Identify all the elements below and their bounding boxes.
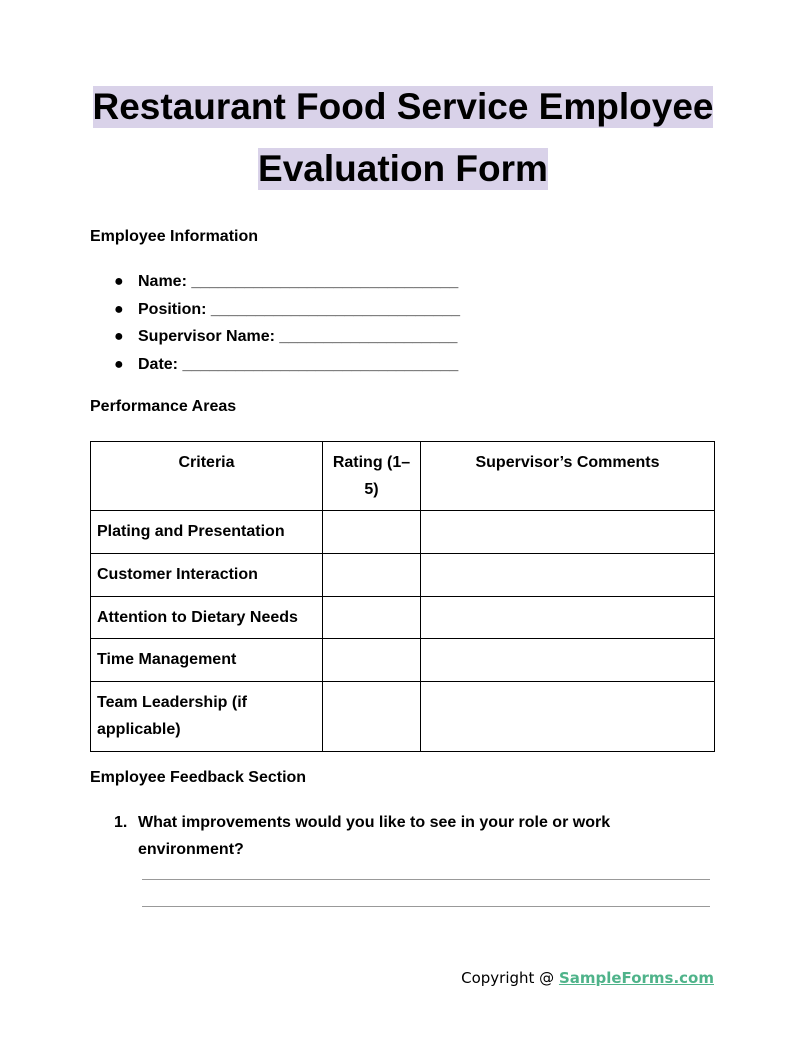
table-row: [91, 511, 715, 554]
field-name[interactable]: Name: ______________________________: [138, 273, 459, 290]
performance-heading: Performance Areas: [90, 398, 237, 415]
rating-cell[interactable]: [323, 554, 421, 597]
field-position[interactable]: Position: ____________________________: [138, 300, 461, 318]
column-header-comments: Supervisor’s Comments: [421, 442, 715, 511]
question-text: What improvements would you like to see in your role or work environment?: [138, 814, 611, 858]
criteria-cell: Attention to Dietary Needs: [91, 597, 323, 639]
column-header-rating: Rating (1–5): [323, 442, 421, 511]
rating-cell[interactable]: [323, 597, 421, 639]
copyright-text: Copyright @: [461, 969, 559, 987]
rating-cell[interactable]: [323, 511, 421, 554]
comments-cell[interactable]: [421, 682, 715, 752]
rating-cell[interactable]: [323, 682, 421, 752]
title-line-1: Restaurant Food Service Employee: [92, 86, 714, 127]
criteria-cell: Team Leadership (if applicable): [91, 682, 323, 752]
comments-cell[interactable]: [421, 554, 715, 597]
comments-cell[interactable]: [421, 511, 715, 554]
table-row: [91, 639, 715, 682]
table-row: [91, 597, 715, 639]
criteria-cell: Time Management: [91, 639, 323, 682]
answer-line[interactable]: [142, 879, 710, 880]
rating-cell[interactable]: [323, 639, 421, 682]
form-title: [0, 86, 806, 210]
table-header-row: [91, 442, 715, 511]
list-item: [90, 270, 460, 298]
employee-info-list: [90, 270, 460, 381]
list-item: [90, 298, 460, 326]
bullet-icon: ●: [114, 300, 124, 318]
bullet-icon: ●: [114, 273, 124, 290]
criteria-cell: Customer Interaction: [91, 554, 323, 597]
answer-line[interactable]: [142, 906, 710, 907]
table-row: [91, 554, 715, 597]
field-supervisor[interactable]: Supervisor Name: ____________________: [138, 328, 458, 346]
question-number: 1.: [114, 814, 128, 831]
feedback-heading: Employee Feedback Section: [90, 769, 307, 786]
performance-table: [90, 441, 715, 752]
copyright-footer: [461, 969, 714, 987]
criteria-cell: Plating and Presentation: [91, 511, 323, 554]
bullet-icon: ●: [114, 328, 124, 346]
comments-cell[interactable]: [421, 597, 715, 639]
list-item: [90, 325, 460, 353]
comments-cell[interactable]: [421, 639, 715, 682]
sampleforms-link[interactable]: SampleForms.com: [558, 969, 714, 987]
bullet-icon: ●: [114, 356, 124, 374]
title-line-2: Evaluation Form: [258, 148, 548, 189]
list-item: [90, 353, 460, 381]
employee-info-heading: Employee Information: [90, 228, 259, 245]
feedback-question: [90, 809, 650, 863]
table-row: [91, 682, 715, 752]
field-date[interactable]: Date: _______________________________: [138, 356, 459, 374]
column-header-criteria: Criteria: [91, 442, 323, 511]
